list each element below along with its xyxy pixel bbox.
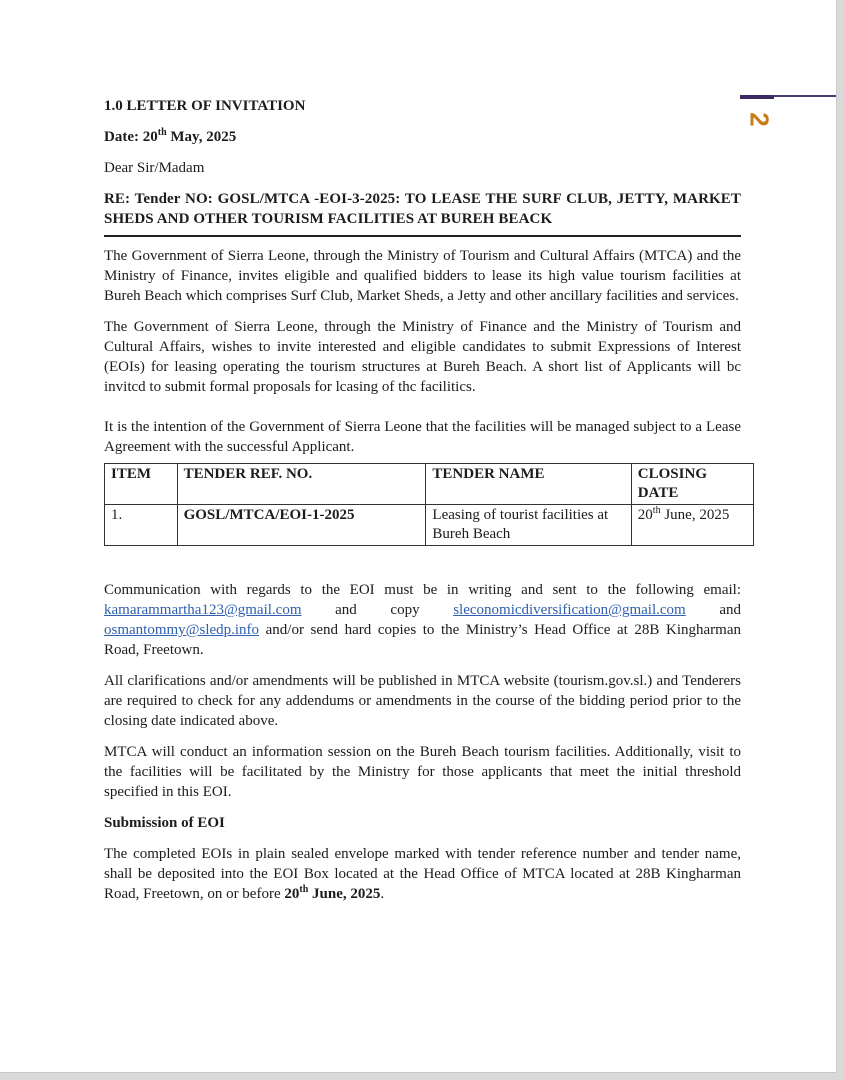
- letter-heading: 1.0 LETTER OF INVITATION: [104, 98, 306, 114]
- header-item: ITEM: [105, 464, 178, 505]
- submission-heading: Submission of EOI: [104, 815, 225, 831]
- email-link-sleconomic[interactable]: sleconomicdiversification@gmail.com: [453, 602, 686, 618]
- paragraph-intro: The Government of Sierra Leone, through the Ministry of Tourism and Cultural Affairs (MTCA) and the Ministry of Finance, invites eligible and qualified bidders to lease its high value tourism facilities at Bureh Beach which comprises Surf Club, Market Sheds, a Jetty and other ancillary facilities and services.: [104, 248, 741, 304]
- paragraph-communication: Communication with regards to the EOI must be in writing and sent to the following email: kamarammartha123@gmail.com and copy sleconomicdiversification@gmail.com and osmantommy@sledp.info and/or send hard copies to the Ministry’s Head Office at 28B Kingharman Road, Freetown.: [104, 582, 741, 658]
- tender-table: [104, 463, 754, 546]
- header-closing-date: CLOSING DATE: [631, 464, 753, 505]
- letter-body: [104, 96, 741, 915]
- letter-date: Date: 20th May, 2025: [104, 127, 237, 145]
- email-link-kamara[interactable]: kamarammartha123@gmail.com: [104, 602, 302, 618]
- cell-tender-ref: GOSL/MTCA/EOI-1-2025: [177, 505, 426, 546]
- page-number-rule-accent: [740, 95, 774, 99]
- table-row: [105, 505, 754, 546]
- subject-line: RE: Tender NO: GOSL/MTCA -EOI-3-2025: TO LEASE THE SURF CLUB, JETTY, MARKET SHEDS AND OTHER TOURISM FACILITIES AT BUREH BEACK: [104, 191, 741, 227]
- header-tender-name: TENDER NAME: [426, 464, 631, 505]
- cell-item: 1.: [105, 505, 178, 546]
- header-tender-ref: TENDER REF. NO.: [177, 464, 426, 505]
- paragraph-lease-intent: It is the intention of the Government of Sierra Leone that the facilities will be managed subject to a Lease Agreement with the successful Applicant.: [104, 419, 741, 455]
- email-link-osman[interactable]: osmantommy@sledp.info: [104, 622, 260, 638]
- paragraph-submission: The completed EOIs in plain sealed envelope marked with tender reference number and tender name, shall be deposited into the EOI Box located at the Head Office of MTCA located at 28B Kingharman Road, Freetown, on or before 20th June, 2025.: [104, 846, 741, 902]
- subject-underline: [104, 235, 741, 237]
- paragraph-eoi: The Government of Sierra Leone, through the Ministry of Finance and the Ministry of Tourism and Cultural Affairs, wishes to invite interested and eligible candidates to submit Expressions of Interest (EOIs) for leasing operating the tourism structures at Bureh Beach. A short list of Applicants will bc invitcd to submit formal proposals for lcasing of thc facilitics.: [104, 319, 741, 395]
- tender-table-header-row: [105, 464, 754, 505]
- page-number: 2: [744, 112, 775, 127]
- paragraph-info-session: MTCA will conduct an information session on the Bureh Beach tourism facilities. Additionally, visit to the facilities will be facilitated by the Ministry for those applicants that meet the initial threshold specified in this EOI.: [104, 744, 741, 800]
- cell-closing-date: 20th June, 2025: [631, 505, 753, 546]
- greeting: Dear Sir/Madam: [104, 160, 205, 176]
- paragraph-clarifications: All clarifications and/or amendments will be published in MTCA website (tourism.gov.sl.) and Tenderers are required to check for any addendums or amendments in the course of the bidding period prior to the closing date indicated above.: [104, 673, 741, 729]
- cell-tender-name: Leasing of tourist facilities at Bureh Beach: [426, 505, 631, 546]
